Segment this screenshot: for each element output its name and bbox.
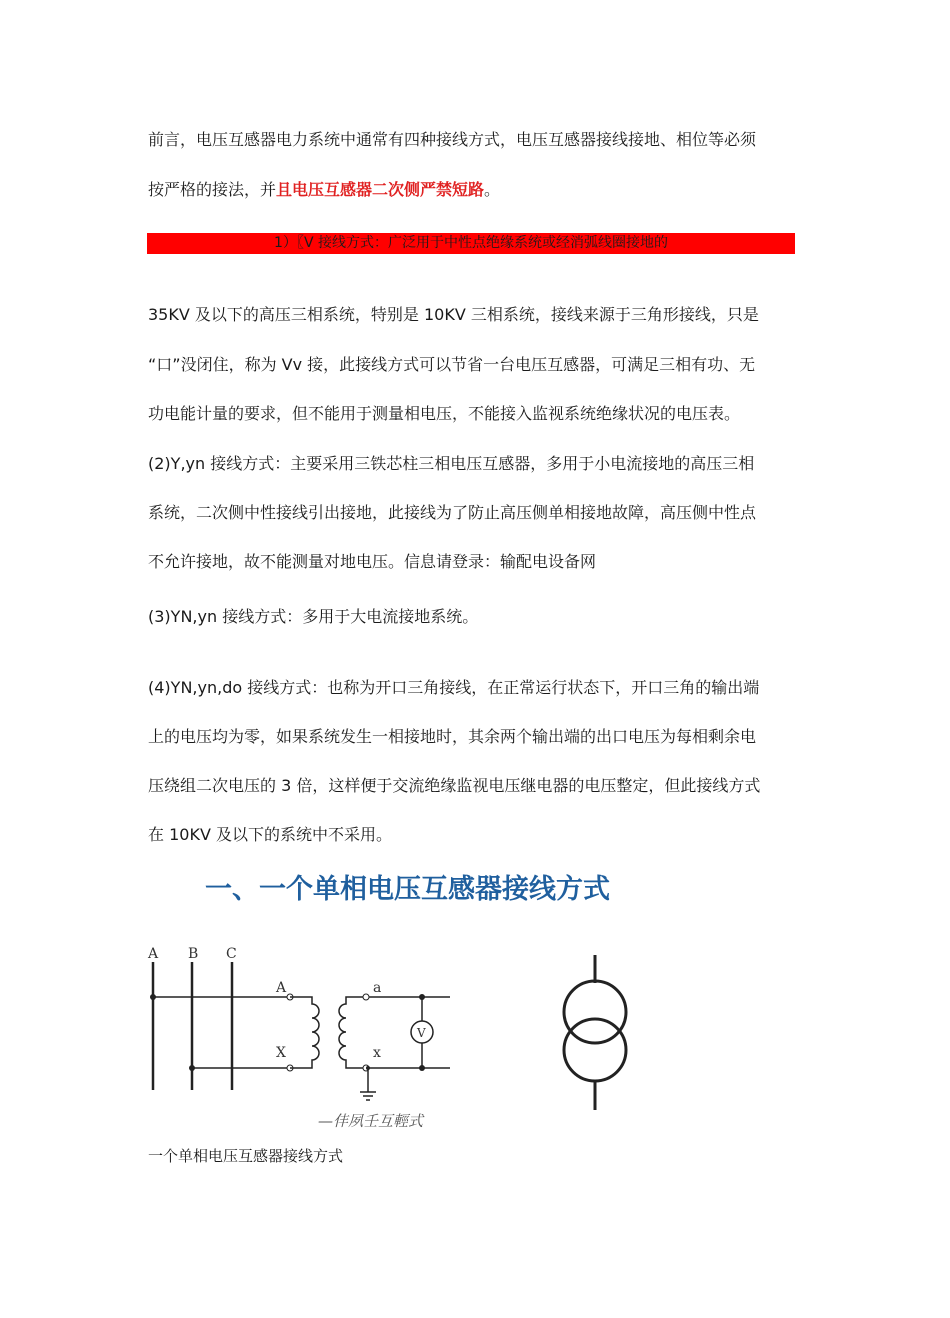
voltmeter-label: V <box>417 1026 426 1040</box>
secondary-label-a: a <box>373 980 382 996</box>
ground-icon <box>360 1092 376 1100</box>
paragraph-line: 35KV 及以下的高压三相系统，特别是 10KV 三相系统，接线来源于三角形接线，只是 <box>148 305 759 324</box>
section-heading: 一、一个单相电压互感器接线方式 <box>205 874 610 905</box>
intro-end: 。 <box>484 180 501 199</box>
secondary-label-x: x <box>373 1045 381 1061</box>
primary-label-a: A <box>276 980 287 996</box>
paragraph-line: (2)Y,yn 接线方式：主要采用三铁芯柱三相电压互感器，多用于小电流接地的高压三相 <box>148 454 755 473</box>
intro-text: 按严格的接法，并 <box>148 180 277 199</box>
bus-label-c: C <box>226 946 237 962</box>
paragraph-line: 不允许接地，故不能测量对地电压。信息请登录：输配电设备网 <box>148 552 597 571</box>
paragraph-line: 系统，二次侧中性接线引出接地，此接线为了防止高压侧单相接地故障，高压侧中性点 <box>148 503 757 522</box>
paragraph-line: (3)YN,yn 接线方式：多用于大电流接地系统。 <box>148 607 479 626</box>
intro-line-2 <box>148 180 500 200</box>
paragraph-line: 压绕组二次电压的 3 倍，这样便于交流绝缘监视电压继电器的电压整定，但此接线方式 <box>148 776 761 795</box>
figure-title: 一个单相电压互感器接线方式 <box>148 1147 344 1165</box>
paragraph-line: (4)YN,yn,do 接线方式：也称为开口三角接线，在正常运行状态下，开口三角的输出端 <box>148 678 760 697</box>
transformer-symbol-icon <box>550 950 640 1115</box>
warning-highlight: 且电压互感器二次侧严禁短路 <box>276 180 485 199</box>
intro-line-1: 前言，电压互感器电力系统中通常有四种接线方式，电压互感器接线接地、相位等必须 <box>148 130 757 149</box>
paragraph-line: 在 10KV 及以下的系统中不采用。 <box>148 825 392 844</box>
section-banner: 1）〖V 接线方式：广泛用于中性点绝缘系统或经消弧线圈接地的 <box>147 233 795 254</box>
paragraph-line: 功电能计量的要求，但不能用于测量相电压，不能接入监视系统绝缘状况的电压表。 <box>148 404 741 423</box>
primary-label-x: X <box>276 1045 286 1061</box>
wiring-diagram <box>140 940 460 1110</box>
figure-caption: —仹夙壬互輕式 <box>318 1112 424 1130</box>
paragraph-line: 上的电压均为零，如果系统发生一相接地时，其余两个输出端的出口电压为每相剩余电 <box>148 727 757 746</box>
bus-label-a: A <box>148 946 159 962</box>
bus-label-b: B <box>188 946 199 962</box>
paragraph-line: “口”没闭住，称为 Vv 接，此接线方式可以节省一台电压互感器，可满足三相有功、无 <box>148 355 756 374</box>
